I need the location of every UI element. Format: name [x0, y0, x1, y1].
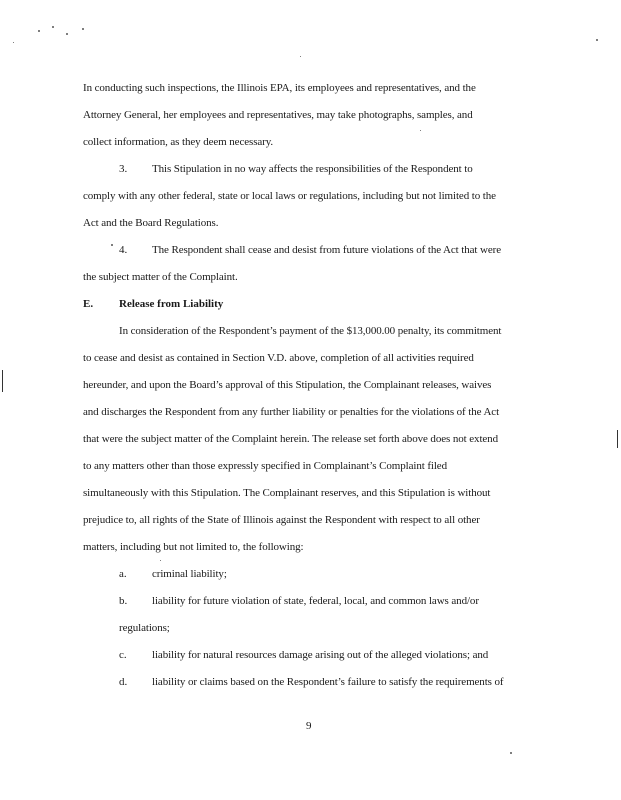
section-letter: E. — [83, 298, 94, 310]
paragraph-line: In consideration of the Respondent’s payment of the $13,000.00 penalty, its commitment — [119, 325, 502, 337]
scan-speck — [510, 752, 512, 754]
scan-speck — [111, 244, 113, 246]
scan-speck — [13, 42, 14, 43]
list-item-letter: d. — [119, 676, 128, 688]
section-title: Release from Liability — [119, 298, 224, 310]
scan-speck — [596, 39, 598, 41]
list-item-text: liability for future violation of state, federal, local, and common laws and/or — [152, 595, 479, 607]
list-item-letter: c. — [119, 649, 127, 661]
item-number: 3. — [119, 163, 128, 175]
paragraph-line: and discharges the Respondent from any further liability or penalties for the violations of the Act — [83, 406, 500, 418]
list-item-text: liability for natural resources damage arising out of the alleged violations; and — [152, 649, 489, 661]
paragraph-line: hereunder, and upon the Board’s approval of this Stipulation, the Complainant releases, waives — [83, 379, 492, 391]
scan-speck — [52, 26, 54, 28]
scan-speck — [66, 33, 68, 35]
paragraph-line: the subject matter of the Complaint. — [83, 271, 238, 283]
page-number: 9 — [306, 720, 312, 732]
scan-edge-mark — [617, 430, 618, 448]
list-item-letter: b. — [119, 595, 128, 607]
list-item-text: liability or claims based on the Respondent’s failure to satisfy the requirements of — [152, 676, 504, 688]
paragraph-line: simultaneously with this Stipulation. The Complainant reserves, and this Stipulation is without — [83, 487, 491, 499]
list-item-continuation: regulations; — [119, 622, 170, 634]
scan-speck — [300, 56, 301, 57]
paragraph-line: Attorney General, her employees and representatives, may take photographs, samples, and — [83, 109, 473, 121]
paragraph-line: In conducting such inspections, the Illinois EPA, its employees and representatives, and the — [83, 82, 476, 94]
paragraph-line: collect information, as they deem necessary. — [83, 136, 274, 148]
scan-edge-mark — [2, 370, 3, 392]
paragraph-line: to cease and desist as contained in Section V.D. above, completion of all activities required — [83, 352, 474, 364]
item-number: 4. — [119, 244, 128, 256]
paragraph-line: matters, including but not limited to, the following: — [83, 541, 304, 553]
scan-speck — [160, 560, 161, 561]
paragraph-line: This Stipulation in no way affects the responsibilities of the Respondent to — [152, 163, 473, 175]
paragraph-line: The Respondent shall cease and desist from future violations of the Act that were — [152, 244, 501, 256]
scan-speck — [38, 30, 40, 32]
list-item-text: criminal liability; — [152, 568, 227, 580]
paragraph-line: comply with any other federal, state or local laws or regulations, including but not limited to the — [83, 190, 496, 202]
paragraph-line: to any matters other than those expressly specified in Complainant’s Complaint filed — [83, 460, 447, 472]
paragraph-line: prejudice to, all rights of the State of Illinois against the Respondent with respect to all other — [83, 514, 480, 526]
paragraph-line: Act and the Board Regulations. — [83, 217, 219, 229]
paragraph-line: that were the subject matter of the Complaint herein. The release set forth above does not extend — [83, 433, 498, 445]
scan-speck — [420, 130, 421, 131]
scan-speck — [82, 28, 84, 30]
list-item-letter: a. — [119, 568, 127, 580]
